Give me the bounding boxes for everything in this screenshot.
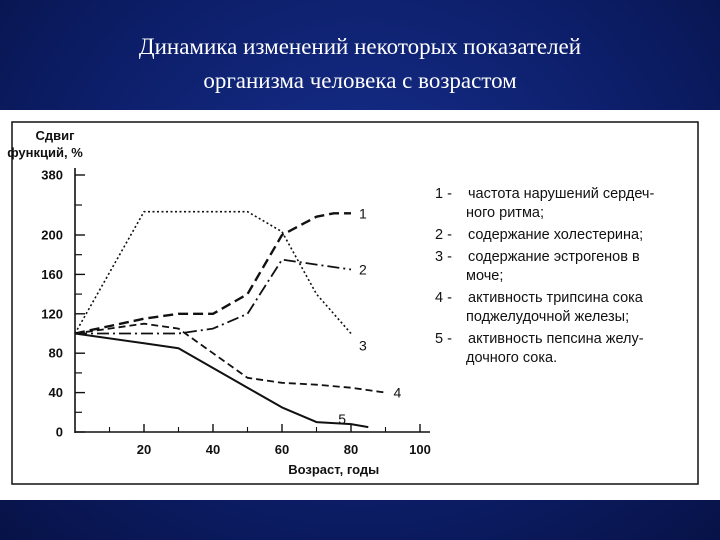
x-axis-label: Возраст, годы: [288, 462, 380, 477]
slide-title: [0, 30, 720, 98]
title-line-2: организма человека с возрастом: [203, 68, 517, 93]
series-line-2: [75, 260, 351, 334]
legend-text: поджелудочной железы;: [466, 309, 630, 325]
series-end-label: 1: [359, 205, 367, 222]
y-tick-label: 380: [41, 167, 63, 183]
legend-number: 1 -: [435, 186, 452, 202]
series-end-label: 5: [338, 411, 347, 428]
legend-text: содержание эстрогенов в: [468, 249, 640, 265]
chart-legend: [435, 186, 654, 366]
series-line-5: [75, 334, 368, 428]
line-chart: [0, 110, 720, 500]
chart-series: [75, 205, 402, 427]
chart-figure: [0, 110, 720, 500]
x-tick-label: 80: [343, 442, 359, 457]
chart-axes: [7, 128, 431, 477]
legend-text: активность трипсина сока: [468, 290, 643, 306]
y-tick-label: 80: [48, 345, 63, 361]
legend-number: 2 -: [435, 227, 452, 243]
y-axis-label: функций, %: [7, 145, 83, 160]
series-end-label: 4: [393, 384, 402, 401]
legend-text: ного ритма;: [466, 205, 545, 221]
x-tick-label: 60: [274, 442, 290, 457]
x-tick-label: 100: [409, 442, 431, 457]
y-tick-label: 40: [48, 385, 63, 401]
legend-text: дочного сока.: [466, 350, 558, 366]
y-tick-label: 120: [41, 306, 63, 322]
legend-number: 5 -: [435, 331, 452, 347]
legend-text: моче;: [466, 268, 504, 284]
series-line-3: [75, 212, 351, 334]
series-end-label: 3: [359, 337, 367, 354]
series-end-label: 2: [359, 261, 367, 278]
x-tick-label: 20: [136, 442, 152, 457]
legend-number: 3 -: [435, 249, 452, 265]
legend-number: 4 -: [435, 290, 452, 306]
y-tick-label: 200: [41, 227, 63, 243]
y-tick-label: 0: [55, 424, 63, 440]
legend-text: частота нарушений сердеч-: [468, 186, 655, 202]
series-line-1: [75, 213, 351, 333]
title-line-1: Динамика изменений некоторых показателей: [138, 34, 582, 59]
y-tick-label: 160: [41, 266, 63, 282]
x-tick-label: 40: [205, 442, 221, 457]
y-axis-label: Сдвиг: [35, 128, 75, 143]
legend-text: активность пепсина желу-: [468, 331, 644, 347]
legend-text: содержание холестерина;: [468, 227, 644, 243]
